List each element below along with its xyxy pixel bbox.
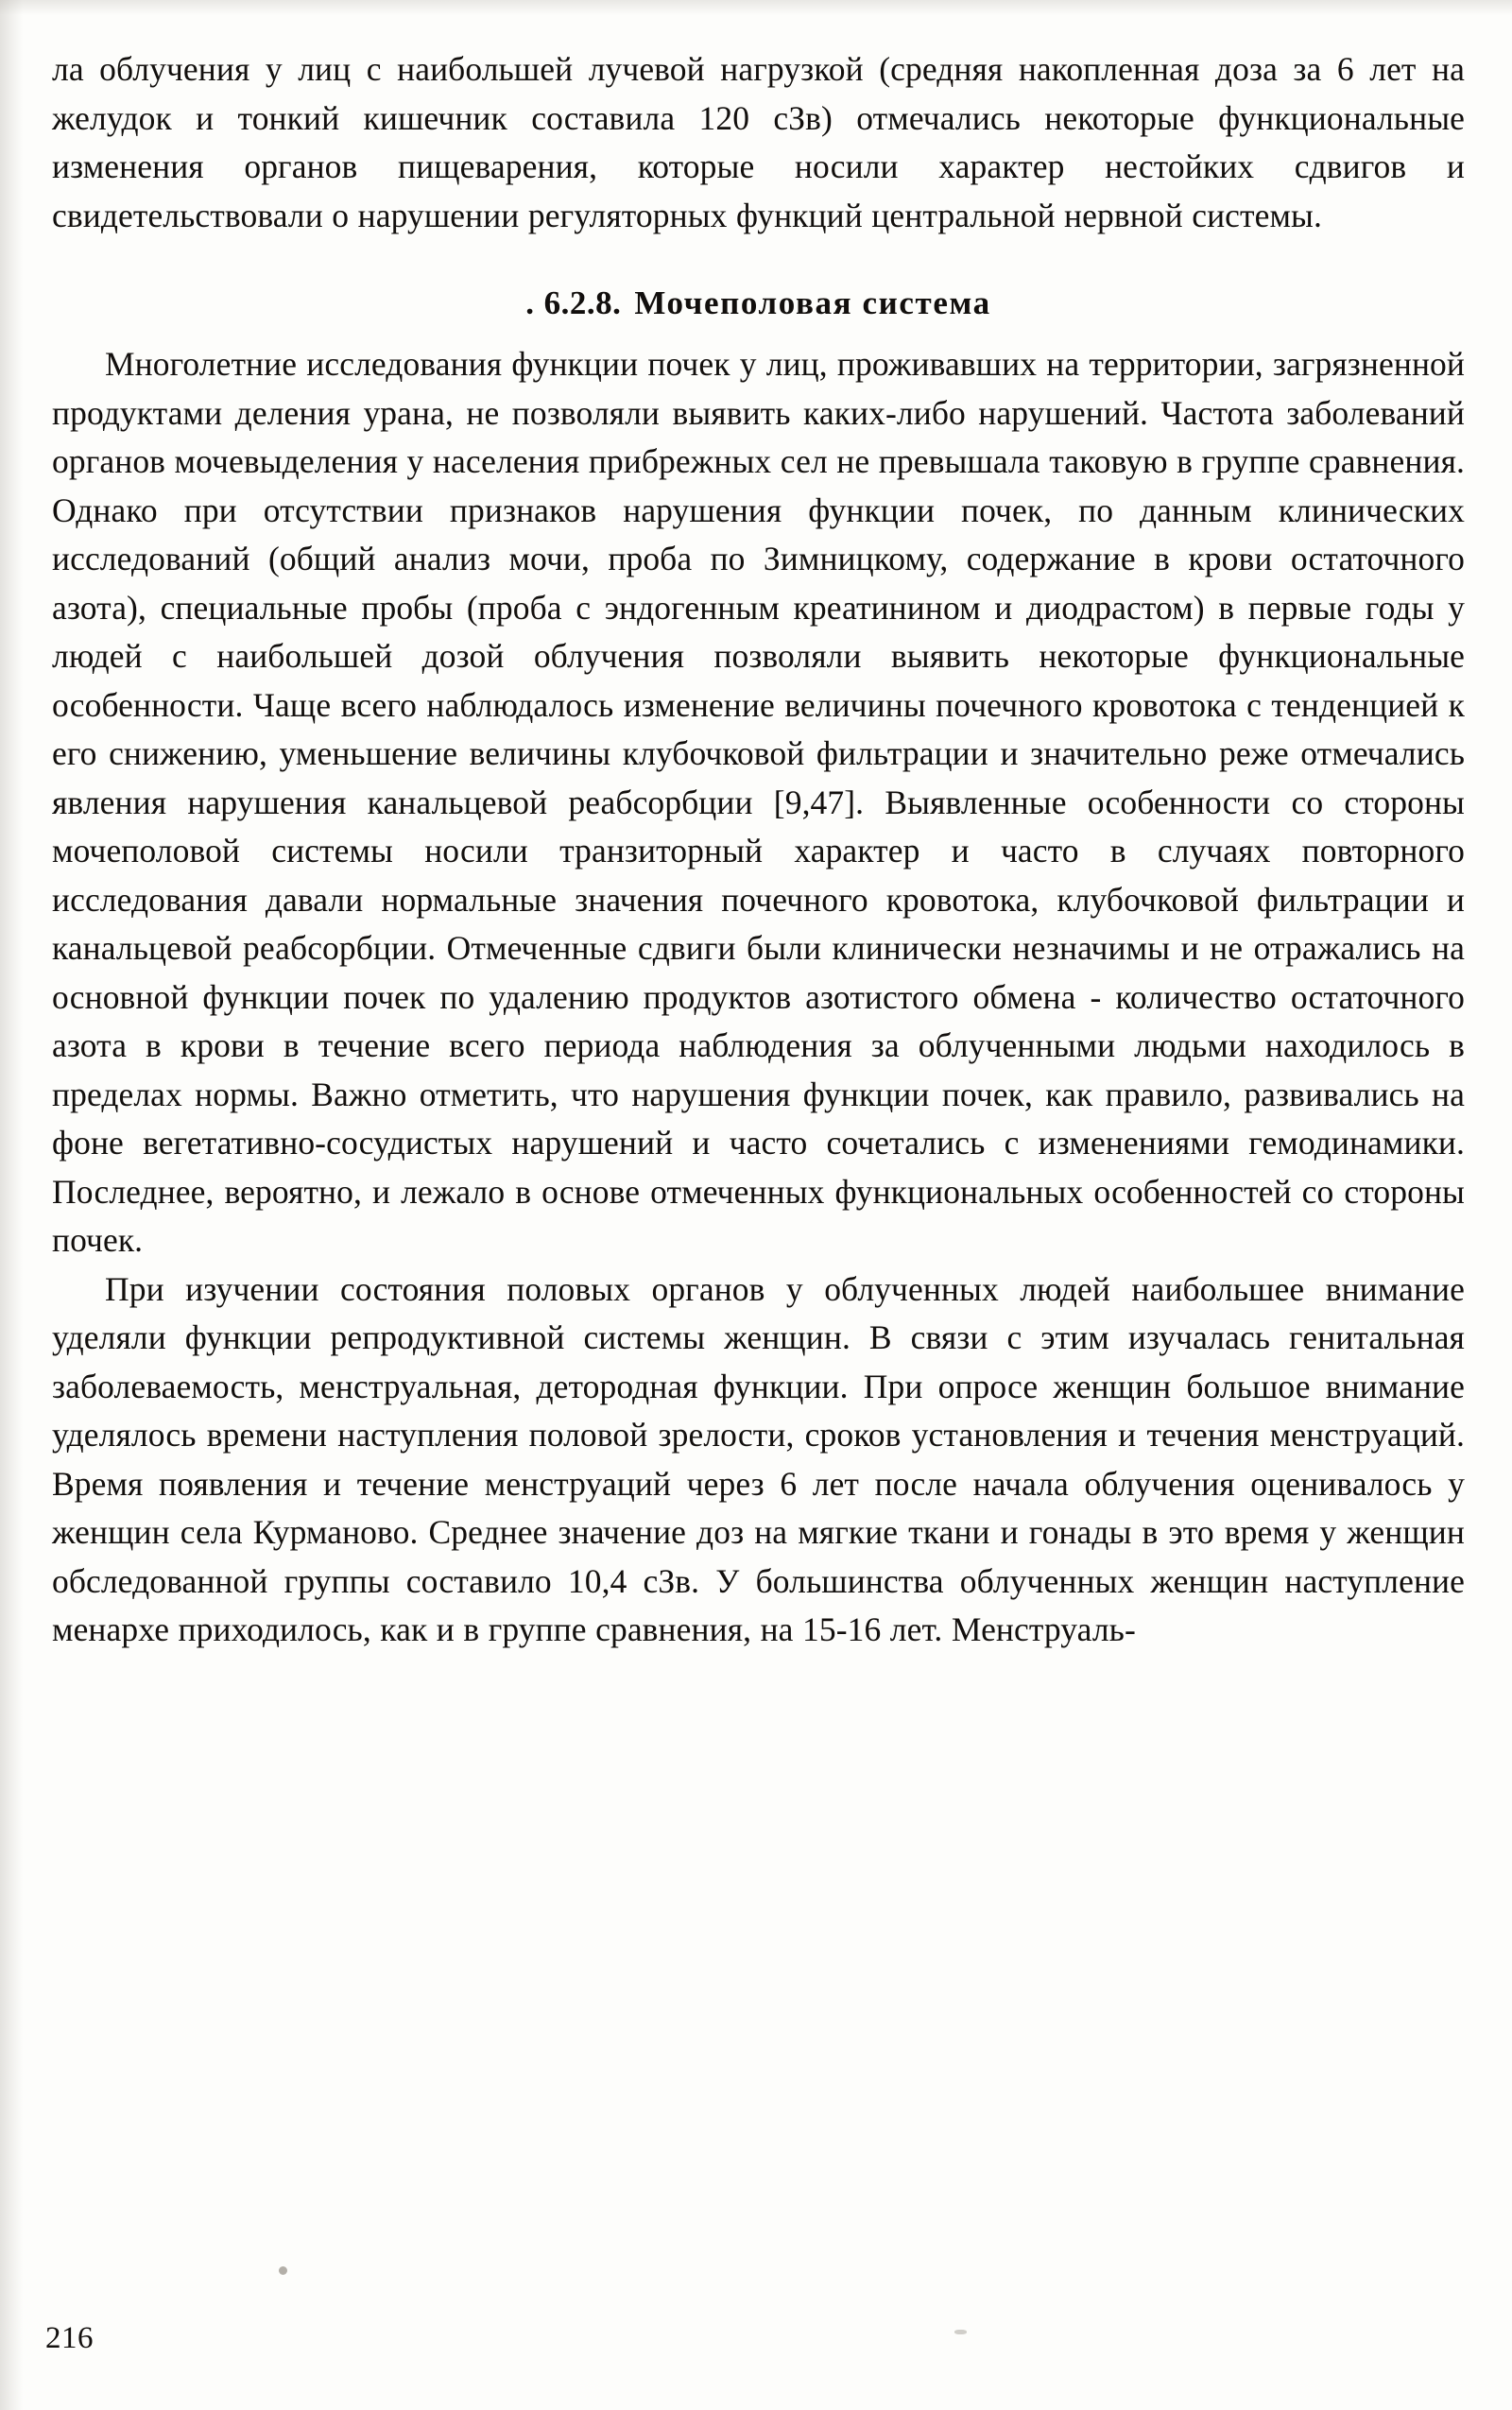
paragraph-kidney-function: Многолетние исследования функции почек у лиц, проживавших на территории, загрязненной продуктами деления урана, не позволяли выявить каких-либо нарушений. Частота заболеваний органов мочевыделения у населения прибрежных сел не превышала таковую в группе сравнения. Однако при отсутствии признаков нарушения функции почек, по данным клинических исследований (общий анализ мочи, проба по Зимницкому, содержание в крови остаточного азота), специальные пробы (проба с эндогенным креатинином и диодрастом) в первые годы у людей с наибольшей дозой облучения позволяли выявить некоторые функциональные особенности. Чаще всего наблюдалось изменение величины почечного кровотока с тенденцией к его снижению, уменьшение величины клубочковой фильтрации и значительно реже отмечались явления нарушения канальцевой реабсорбции [9,47]. Выявленные особенности со стороны мочеполовой системы носили транзиторный характер и часто в случаях повторного исследования давали нормальные значения почечного кровотока, клубочковой фильтрации и канальцевой реабсорбции. Отмеченные сдвиги были клинически незначимы и не отражались на основной функции почек по удалению продуктов азотистого обмена - количество остаточного азота в крови в течение всего периода наблюдения за облученными людьми находилось в пределах нормы. Важно отметить, что нарушения функции почек, как правило, развивались на фоне вегетативно-сосудистых нарушений и часто сочетались с изменениями гемодинамики. Последнее, вероятно, и лежало в основе отмеченных функциональных особенностей со стороны почек.	[52, 345, 1465, 1259]
paragraph-continued-radiation: ла облучения у лиц с наибольшей лучевой нагрузкой (средняя накопленная доза за 6 лет на желудок и тонкий кишечник составила 120 сЗв) отмечались некоторые функциональные изменения органов пищеварения, которые носили характер нестойких сдвигов и свидетельствовали о нарушении регуляторных функций центральной нервной системы.	[52, 50, 1465, 234]
paper-speck	[279, 2266, 287, 2275]
heading-leading-dot: .	[525, 284, 535, 321]
page-number: 216	[45, 2321, 94, 2355]
section-number: 6.2.8.	[543, 284, 622, 321]
section-title: Мочеполовая система	[634, 284, 991, 321]
page-body	[52, 45, 1465, 1655]
section-heading	[52, 240, 1465, 340]
paragraph-reproductive-system: При изучении состояния половых органов у облученных людей наибольшее внимание уделяли функции репродуктивной системы женщин. В связи с этим изучалась генитальная заболеваемость, менструальная, детородная функции. При опросе женщин большое внимание уделялось времени наступления половой зрелости, сроков установления и течения менструаций. Время появления и течение менструаций через 6 лет после начала облучения оценивалось у женщин села Курманово. Среднее значение доз на мягкие ткани и гонады в это время у женщин обследованной группы составило 10,4 сЗв. У большинства облученных женщин наступление менархе приходилось, как и в группе сравнения, на 15-16 лет. Менструаль-	[52, 1269, 1465, 1648]
page-edge-shadow-top	[0, 0, 1512, 15]
page-edge-shadow-left	[0, 0, 23, 2410]
paper-speck	[954, 2330, 967, 2334]
